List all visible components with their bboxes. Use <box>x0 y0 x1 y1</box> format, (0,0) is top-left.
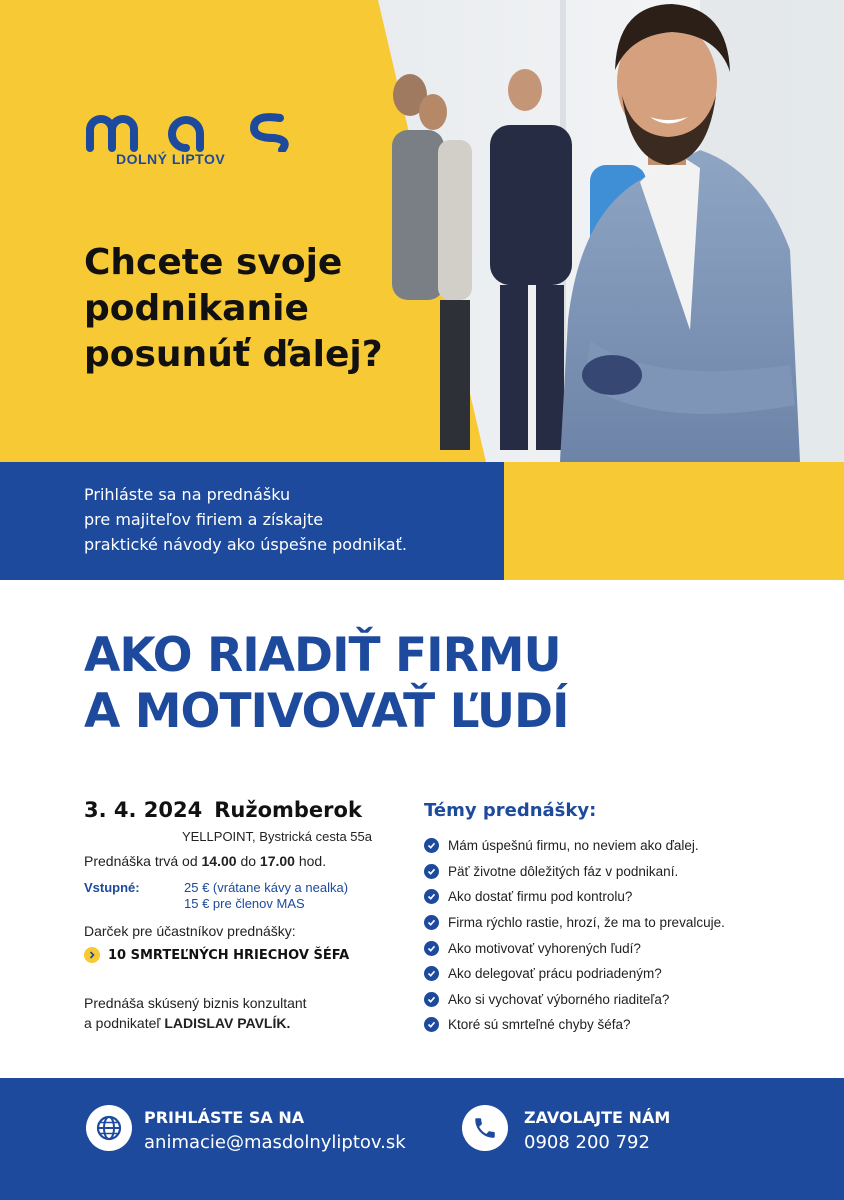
event-date: 3. 4. 2024 <box>84 798 203 822</box>
topic-text: Ako dostať firmu pod kontrolu? <box>448 889 633 905</box>
event-duration <box>84 853 326 869</box>
gift-text: 10 SMRTEĽNÝCH HRIECHOV ŠÉFA <box>108 947 350 963</box>
topic-item <box>424 833 725 859</box>
topic-text: Päť životne dôležitých fáz v podnikaní. <box>448 863 679 879</box>
intro-text <box>84 482 504 557</box>
check-icon <box>424 864 439 879</box>
title-line: AKO RIADIŤ FIRMU <box>84 628 561 683</box>
topic-item <box>424 987 725 1013</box>
topic-item <box>424 910 725 936</box>
footer <box>0 1078 844 1200</box>
topic-item <box>424 935 725 961</box>
duration-prefix: Prednáška trvá od <box>84 853 198 869</box>
speaker-info <box>84 993 414 1033</box>
topics-list <box>424 833 725 1038</box>
check-icon <box>424 889 439 904</box>
topic-item <box>424 859 725 885</box>
intro-line: Prihláste sa na prednášku <box>84 485 291 504</box>
hero-photo <box>0 0 844 462</box>
check-icon <box>424 966 439 981</box>
headline-line: posunúť ďalej? <box>84 334 383 375</box>
event-city: Ružomberok <box>214 798 362 822</box>
time-to: 17.00 <box>259 853 295 869</box>
duration-suffix: hod. <box>298 853 327 869</box>
topic-text: Ako si vychovať výborného riaditeľa? <box>448 991 670 1007</box>
topic-text: Ktoré sú smrteľné chyby šéfa? <box>448 1017 631 1033</box>
topic-text: Ako motivovať vyhorených ľudí? <box>448 940 641 956</box>
headline-line: Chcete svoje <box>84 242 343 283</box>
event-venue: YELLPOINT, Bystrická cesta 55a <box>181 829 372 844</box>
topics-title: Témy prednášky: <box>424 800 597 821</box>
logo-subtitle: DOLNÝ LIPTOV <box>116 151 226 167</box>
headline-line: podnikanie <box>84 288 309 329</box>
check-icon <box>424 915 439 930</box>
intro-line: pre majiteľov firiem a získajte <box>84 510 324 529</box>
accent-band <box>504 462 844 580</box>
gift-label: Darček pre účastníkov prednášky: <box>84 923 296 939</box>
speaker-line <box>84 1013 414 1033</box>
duration-mid: do <box>240 853 257 869</box>
fee-label: Vstupné: <box>84 880 140 895</box>
check-icon <box>424 941 439 956</box>
topic-item <box>424 884 725 910</box>
event-date-location <box>84 798 362 822</box>
fee-line: 25 € (vrátane kávy a nealka) <box>184 880 349 895</box>
title-line: A MOTIVOVAŤ ĽUDÍ <box>84 684 569 739</box>
check-icon <box>424 1017 439 1032</box>
speaker-line: Prednáša skúsený biznis konzultant <box>84 995 307 1011</box>
topic-text: Mám úspešnú firmu, no neviem ako ďalej. <box>448 838 699 854</box>
register-title: PRIHLÁSTE SA NA <box>144 1108 305 1127</box>
speaker-prefix: a podnikateľ <box>84 1015 161 1031</box>
topic-text: Ako delegovať prácu podriadeným? <box>448 966 662 982</box>
topic-item <box>424 961 725 987</box>
hero-headline <box>84 240 484 378</box>
phone-icon <box>462 1105 508 1151</box>
chevron-right-icon <box>84 947 100 963</box>
fee-line: 15 € pre členov MAS <box>184 896 305 911</box>
register-email-link[interactable]: animacie@masdolnyliptov.sk <box>144 1132 406 1153</box>
check-icon <box>424 838 439 853</box>
speaker-name: LADISLAV PAVLÍK. <box>164 1015 291 1031</box>
lecture-title <box>84 628 784 740</box>
check-icon <box>424 992 439 1007</box>
topic-item <box>424 1012 725 1038</box>
call-title: ZAVOLAJTE NÁM <box>524 1108 671 1127</box>
hero-section <box>0 0 844 462</box>
intro-line: praktické návody ako úspešne podnikať. <box>84 535 407 554</box>
phone-number-link[interactable]: 0908 200 792 <box>524 1132 650 1153</box>
topic-text: Firma rýchlo rastie, hrozí, že ma to prevalcuje. <box>448 915 725 931</box>
time-from: 14.00 <box>201 853 237 869</box>
gift-item <box>84 947 349 963</box>
globe-icon <box>86 1105 132 1151</box>
